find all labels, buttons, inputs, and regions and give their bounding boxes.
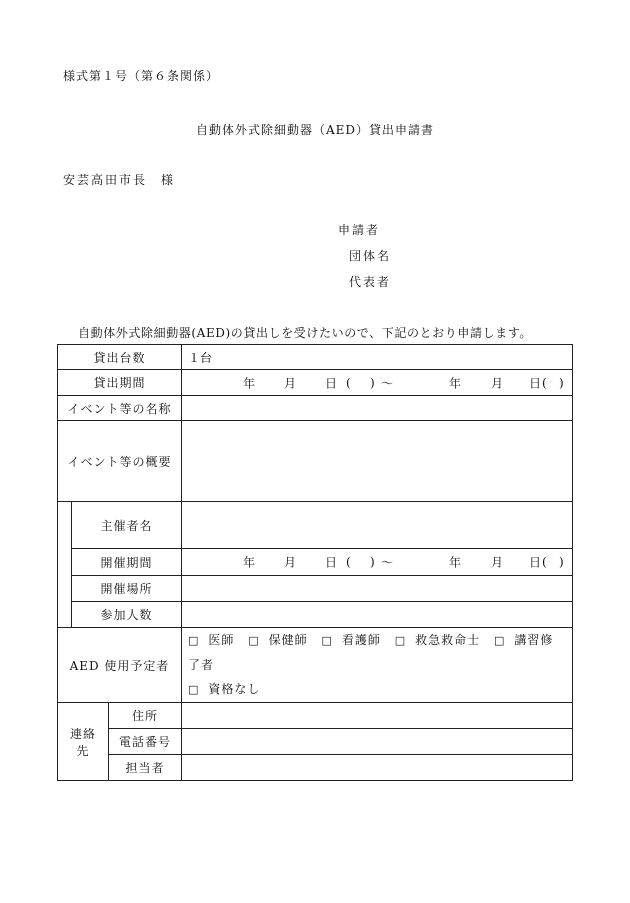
table-row [58, 729, 573, 755]
tilde: ～ [381, 376, 394, 390]
aed-user-label: AED 使用予定者 [58, 628, 182, 703]
checkbox-icon: □ [248, 634, 260, 647]
address-field[interactable] [182, 703, 573, 729]
event-name-label: イベント等の名称 [58, 396, 182, 421]
loan-count-label: 貸出台数 [58, 345, 182, 370]
indent-cell [58, 576, 72, 602]
table-row [58, 396, 573, 421]
indent-cell [58, 602, 72, 628]
month-label: 月 [491, 376, 504, 390]
document-title: 自動体外式除細動器（AED）貸出申請書 [195, 123, 435, 137]
paren-open: ( [542, 375, 547, 390]
phone-label: 電話番号 [109, 729, 182, 755]
year-label: 年 [449, 376, 462, 390]
organizer-field[interactable] [182, 502, 573, 549]
organization-label: 団体名 [349, 249, 392, 263]
paren-open: ( [346, 555, 351, 569]
event-period-field[interactable] [182, 549, 573, 576]
option-label: 看護師 [341, 633, 381, 647]
option-label: 講習修了者 [188, 633, 554, 672]
venue-label: 開催場所 [72, 576, 182, 602]
phone-field[interactable] [182, 729, 573, 755]
day-label: 日 [325, 376, 338, 390]
option-label: 医師 [208, 633, 235, 647]
applicant-label: 申請者 [338, 223, 381, 237]
table-row [58, 703, 573, 729]
participants-field[interactable] [182, 602, 573, 628]
checkbox-icon: □ [321, 634, 333, 647]
table-row [58, 755, 573, 781]
application-table [57, 344, 573, 781]
year-label: 年 [243, 376, 256, 390]
indent-cell [58, 549, 72, 576]
day-label: 日 [529, 376, 542, 390]
option-label: 保健師 [268, 633, 308, 647]
table-row [58, 421, 573, 502]
intro-text: 自動体外式除細動器(AED)の貸出しを受けたいので、下記のとおり申請します。 [78, 326, 533, 340]
table-row [58, 345, 573, 370]
participants-label: 参加人数 [72, 602, 182, 628]
checkbox-icon: □ [394, 634, 407, 647]
month-label: 月 [284, 555, 297, 570]
table-row [58, 370, 573, 396]
event-summary-label: イベント等の概要 [58, 421, 182, 502]
table-row [58, 502, 573, 549]
checkbox-no-qualification[interactable] [188, 682, 260, 696]
paren-close: ) [559, 375, 564, 390]
paren-close: ) [559, 555, 564, 569]
aed-user-options [182, 628, 573, 703]
representative-label: 代表者 [349, 275, 392, 289]
paren-open: ( [542, 555, 547, 569]
checkbox-icon: □ [188, 683, 200, 696]
address-label: 住所 [109, 703, 182, 729]
person-in-charge-field[interactable] [182, 755, 573, 781]
tilde: ～ [381, 555, 394, 570]
loan-period-label: 貸出期間 [58, 370, 182, 396]
checkbox-icon: □ [188, 634, 200, 647]
paren-open: ( [346, 375, 351, 390]
checkbox-paramedic[interactable] [395, 633, 480, 647]
addressee: 安芸高田市長 様 [63, 173, 176, 187]
day-label: 日 [529, 555, 542, 570]
event-period-label: 開催期間 [72, 549, 182, 576]
person-in-charge-label: 担当者 [109, 755, 182, 781]
table-row [58, 549, 573, 576]
paren-close: ) [370, 555, 375, 569]
month-label: 月 [491, 555, 504, 570]
loan-period-field[interactable] [182, 370, 573, 396]
option-label: 救急救命士 [415, 633, 481, 647]
loan-count-value[interactable]: １台 [182, 345, 573, 370]
checkbox-icon: □ [494, 634, 506, 647]
month-label: 月 [284, 376, 297, 390]
checkbox-nurse[interactable] [322, 633, 381, 647]
paren-close: ) [370, 375, 375, 390]
indent-cell [58, 502, 72, 549]
day-label: 日 [325, 555, 338, 570]
organizer-label: 主催者名 [72, 502, 182, 549]
table-row [58, 628, 573, 703]
table-row [58, 602, 573, 628]
contact-label: 連絡先 [58, 703, 109, 781]
option-label: 資格なし [208, 682, 261, 696]
venue-field[interactable] [182, 576, 573, 602]
checkbox-doctor[interactable] [188, 633, 234, 647]
checkbox-public-health-nurse[interactable] [248, 633, 307, 647]
table-row [58, 576, 573, 602]
event-name-field[interactable] [182, 396, 573, 421]
event-summary-field[interactable] [182, 421, 573, 502]
form-number: 様式第１号（第６条関係） [63, 69, 220, 83]
year-label: 年 [243, 555, 256, 570]
year-label: 年 [449, 555, 462, 570]
